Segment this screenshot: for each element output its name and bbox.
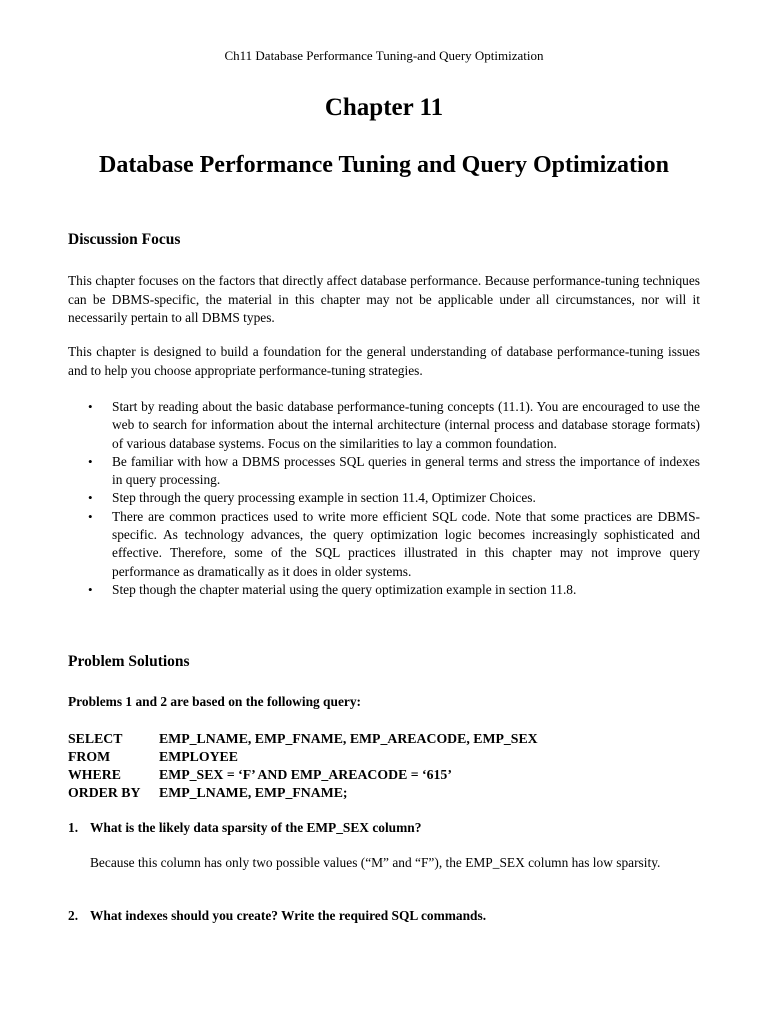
bullet-text: Step through the query processing example in section 11.4, Optimizer Choices. xyxy=(112,490,536,506)
sql-line xyxy=(68,766,538,784)
bullet-text: There are common practices used to write more efficient SQL code. Note that some practices are DBMS-specific. As technology advances, the query optimization logic becomes increasingly sophisticated and effective. Therefore, some of the SQL practices illustrated in this chapter may not improve query performance as dramatically as it does in older systems. xyxy=(112,508,700,579)
sql-keyword: ORDER BY xyxy=(68,785,141,800)
answer-1: Because this column has only two possible values (“M” and “F”), the EMP_SEX column has low sparsity. xyxy=(90,855,661,870)
sql-clause: EMP_LNAME, EMP_FNAME, EMP_AREACODE, EMP_SEX xyxy=(159,731,538,746)
sql-clause: EMP_LNAME, EMP_FNAME; xyxy=(159,785,348,800)
question-1 xyxy=(68,820,421,836)
list-item xyxy=(68,489,700,507)
bullet-icon: • xyxy=(88,508,93,524)
bullet-icon: • xyxy=(88,490,93,506)
problems-intro: Problems 1 and 2 are based on the following query: xyxy=(68,694,361,709)
intro-paragraph-2: This chapter is designed to build a foundation for the general understanding of database performance-tuning issues and to help you choose appropriate performance-tuning strategies. xyxy=(68,344,700,378)
list-item xyxy=(68,508,700,581)
chapter-title: Chapter 11 xyxy=(324,94,444,121)
intro-paragraph-1: This chapter focuses on the factors that directly affect database performance. Because performance-tuning techniques can be DBMS-specific, the material in this chapter may not be applicable under all circumstances, nor will it necessarily pertain to all DBMS types. xyxy=(68,273,700,325)
sql-keyword: WHERE xyxy=(68,767,121,782)
sql-clause: EMP_SEX = ‘F’ AND EMP_AREACODE = ‘615’ xyxy=(159,767,452,782)
main-title: Database Performance Tuning and Query Optimization xyxy=(98,152,669,178)
sql-line xyxy=(68,730,538,748)
sql-line xyxy=(68,748,538,766)
list-item xyxy=(68,398,700,453)
question-text: What is the likely data sparsity of the EMP_SEX column? xyxy=(90,820,422,835)
sql-keyword: SELECT xyxy=(68,731,123,746)
focus-bullet-list xyxy=(68,398,700,599)
list-item xyxy=(68,453,700,490)
sql-line xyxy=(68,784,538,802)
bullet-text: Start by reading about the basic database performance-tuning concepts (11.1). You are encouraged to use the web to search for information about the internal architecture (internal process and database storage formats) of various database systems. Focus on the similarities to lay a common foundation. xyxy=(112,399,700,451)
sql-query-block xyxy=(68,730,538,802)
discussion-focus-heading: Discussion Focus xyxy=(68,231,181,248)
bullet-icon: • xyxy=(88,399,93,414)
bullet-text: Step though the chapter material using the query optimization example in section 11.8. xyxy=(112,581,577,597)
question-number: 2. xyxy=(68,908,79,923)
question-text: What indexes should you create? Write the required SQL commands. xyxy=(90,908,487,923)
running-header: Ch11 Database Performance Tuning-and Query Optimization xyxy=(224,48,544,63)
sql-clause: EMPLOYEE xyxy=(159,749,238,764)
list-item xyxy=(68,581,700,599)
problem-solutions-heading: Problem Solutions xyxy=(68,653,190,670)
question-number: 1. xyxy=(68,820,79,835)
question-2 xyxy=(68,908,486,924)
bullet-icon: • xyxy=(88,453,93,469)
bullet-text: Be familiar with how a DBMS processes SQL queries in general terms and stress the importance of indexes in query processing. xyxy=(112,453,700,488)
sql-keyword: FROM xyxy=(68,749,111,764)
bullet-icon: • xyxy=(88,581,93,597)
